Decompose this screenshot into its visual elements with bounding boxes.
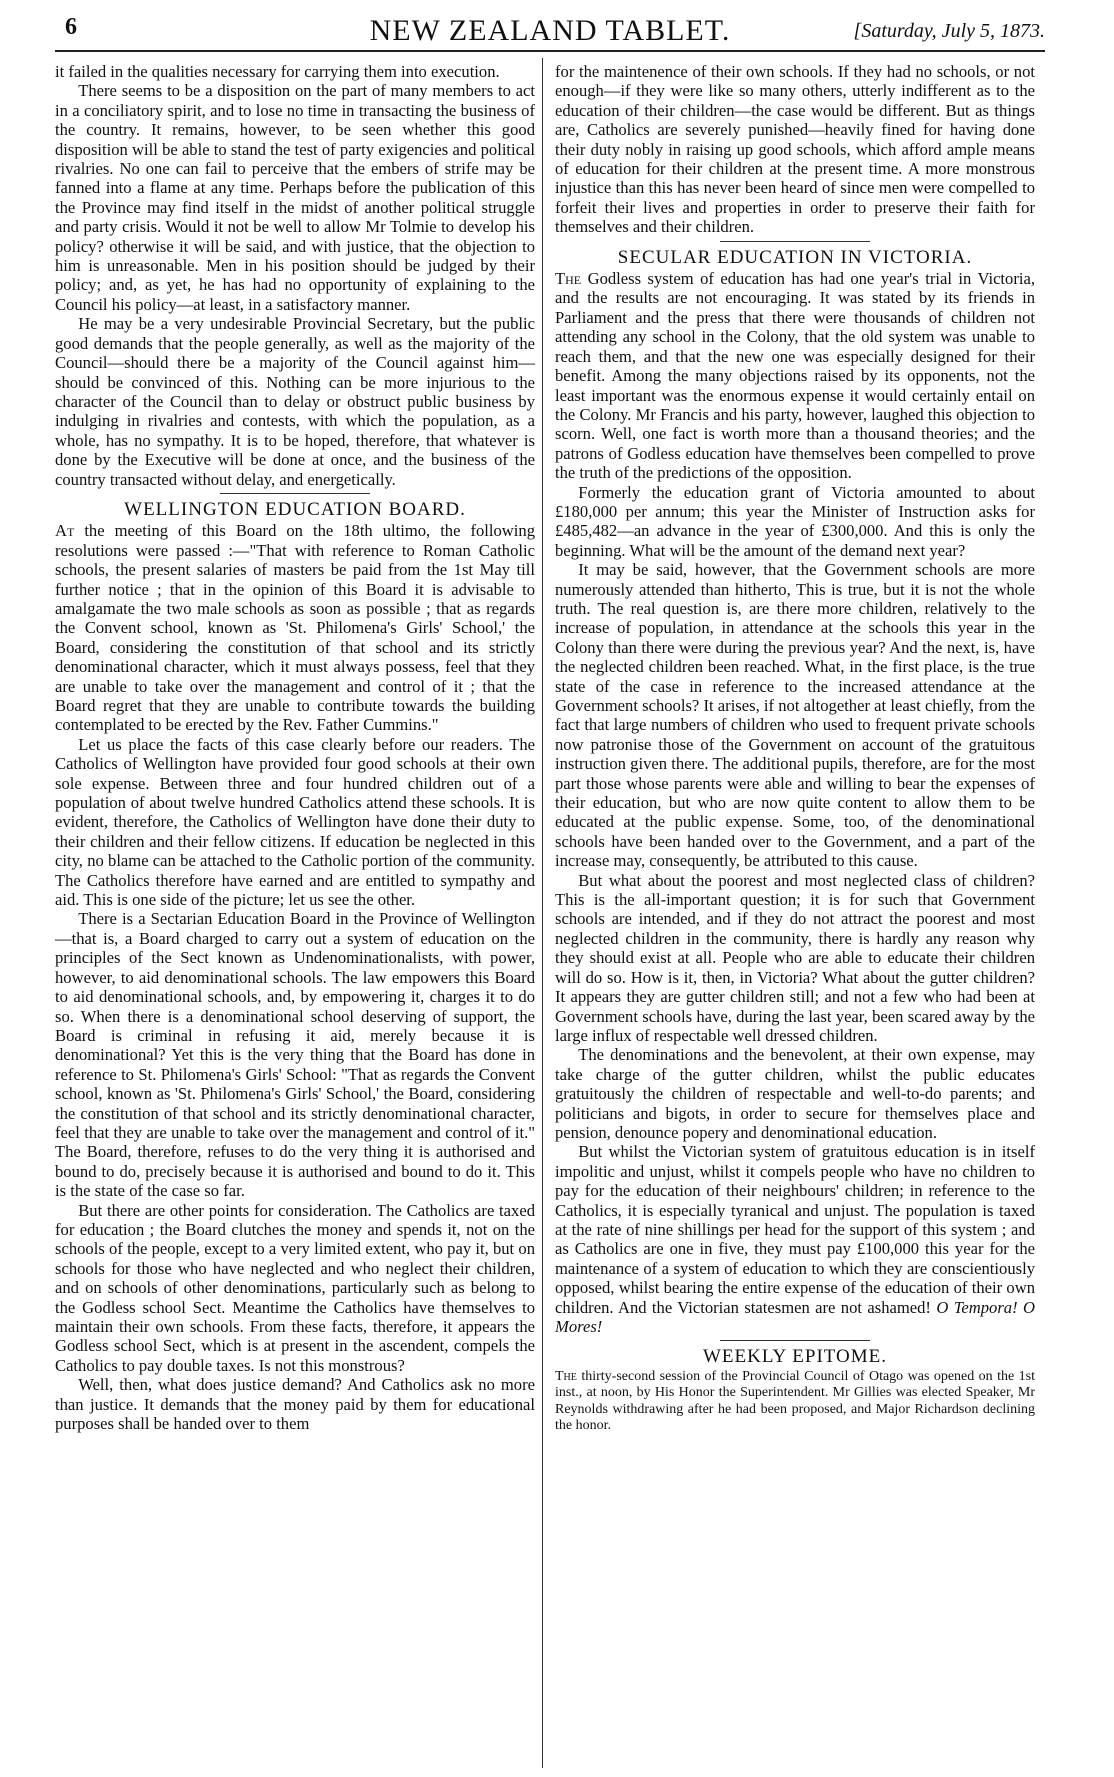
paragraph-text: But whilst the Victorian system of gratuitous education is in itself impolitic and unjust, whilst it compels people who have no children to pay for the education of their neighbours' children; in reference to the Catholics, it is especially tyranical and unjust. The population is taxed at the rate of nine shillings per head for the support of this system ; and as Catholics are one in five, they must pay £100,000 this year for the maintenance of a system of education to which they are conscientiously opposed, whilst bearing the entire expense of the education of their own children. And the Victorian statesmen are not ashamed! [555,1142,1035,1317]
section-rule [720,241,870,242]
section-heading: WELLINGTON EDUCATION BOARD. [124,498,466,520]
paragraph [555,269,1035,482]
paragraph: Formerly the education grant of Victoria amounted to about £180,000 per annum; this year the Minister of Instruction asks for £485,482—an advance in the year of £300,000. And this is only the beginning. What will be the amount of the demand next year? [555,482,1035,560]
left-column [55,62,535,1433]
drop-word: At [55,521,75,541]
page-number: 6 [65,14,77,40]
drop-word: The [555,269,582,289]
paragraph: Let us place the facts of this case clearly before our readers. The Catholics of Wellington have provided four good schools at their own sole expense. Between three and four hundred children out of a population of about twelve hundred Catholics attend these schools. It is evident, therefore, the Catholics of Wellington have done their duty to their children and their fellow citizens. If education be neglected in this city, no blame can be attached to the Catholic portion of the community. The Catholics therefore have earned and are entitled to sympathy and aid. This is one side of the picture; let us see the other. [55,734,535,910]
section-rule [720,1340,870,1341]
column-divider [542,58,543,1768]
paragraph-text: Godless system of education has had one year's trial in Victoria, and the results are not encouraging. It was stated by its friends in Parliament and the press that there were thousands of children not attending any school in the Colony, that the old system was unable to reach them, and that the new one was especially designed for their benefit. Among the many objections raised by its opponents, not the least important was the enormous expense it would certainly entail on the Colony. Mr Francis and his party, however, laughed this objection to scorn. Well, one fact is worth more than a thousand theories; and the patrons of Godless education have themselves been compelled to prove the truth of the predictions of the opposition. [555,269,1035,483]
paragraph [555,1369,1035,1435]
paragraph [555,1142,1035,1336]
paragraph-text: the meeting of this Board on the 18th ultimo, the following resolutions were passed :—"That with reference to Roman Catholic schools, the present salaries of masters be paid from the 1st May till further notice ; that in the opinion of this Board it is advisable to amalgamate the two male schools as soon as possible ; that as regards the Convent school, known as 'St. Philomena's Girls' School,' the Board, considering the constitution of that school and its strictly denominational character, which it must always possess, feel that they are unable to take over the management and control of it ; that the Board regret that they are unable to contribute towards the building contemplated to be erected by the Rev. Father Cummins." [55,521,535,735]
paragraph: it failed in the qualities necessary for carrying them into execution. [55,62,500,81]
paragraph: for the maintenence of their own schools. If they had no schools, or not enough—if they were like so many others, utterly indifferent as to the education of their children—the case would be different. But as things are, Catholics are severely punished—heavily fined for having done their duty nobly in raising up good schools, which afford ample means of education for their children at the present time. A more monstrous injustice than this has never been heard of since men were compelled to forfeit their lives and properties in order to preserve their faith for themselves and their children. [555,62,1035,237]
masthead-title: NEW ZEALAND TABLET. [369,14,731,47]
paragraph: But there are other points for consideration. The Catholics are taxed for education ; the Board clutches the money and spends it, not on the schools of the people, except to a very limited extent, who pay it, but on schools for those who have neglected and who neglect their children, and on schools of other denominations, particularly such as belong to the Godless school Sect. Meantime the Catholics have themselves to maintain their own schools. From these facts, therefore, it appears the Godless school Sect, which is at present in the ascendent, compels the Catholics to pay double taxes. Is not this monstrous? [55,1200,535,1375]
drop-word: The [555,1368,577,1384]
paragraph: He may be a very undesirable Provincial Secretary, but the public good demands that the people generally, as well as the majority of the Council—should there be a majority of the Council against him—should be convinced of this. Nothing can be more injurious to the character of the Council than to delay or obstruct public business by indulging in rivalries and contests, with which the population, as a whole, has no sympathy. It is to be hoped, therefore, that whatever is done by the Executive will be done at once, and the business of the country transacted without delay, and energetically. [55,314,535,489]
issue-date: [Saturday, July 5, 1873. [853,20,1045,42]
paragraph-text: thirty-second session of the Provincial Council of Otago was opened on the 1st inst., at noon, by His Honor the Superintendent. Mr Gillies was elected Speaker, Mr Reynolds withdrawing after he had been proposed, and Major Richardson declining the honor. [555,1368,1035,1434]
paragraph: There seems to be a disposition on the part of many members to act in a conciliatory spirit, and to lose no time in transacting the business of the country. It remains, however, to be seen whether this good disposition will be able to stand the test of party exigencies and political rivalries. No one can fail to perceive that the embers of strife may be fanned into a flame at any time. Perhaps before the publication of this the Province may find itself in the midst of another political struggle and party crisis. Would it not be well to allow Mr Tolmie to develop his policy? otherwise it will be said, and with justice, that the objection to him is unreasonable. Men in his position should be judged by their policy; and, as yet, he has had no opportunity of explaining to the Council his policy—at least, in a satisfactory manner. [55,81,535,314]
paragraph: The denominations and the benevolent, at their own expense, may take charge of the gutter children, whilst the public educates gratuitously the children of respectable and well-to-do parents; and politicians and bigots, in order to secure for themselves place and pension, denounce popery and denominational education. [555,1045,1035,1142]
paragraph: Well, then, what does justice demand? And Catholics ask no more than justice. It demands that the money paid by them for educational purposes shall be handed over to them [55,1375,535,1434]
section-rule [220,493,370,494]
paragraph: But what about the poorest and most neglected class of children? This is the all-important question; it is for such that Government schools are intended, and if they do not attract the poorest and most neglected children in the community, there is hardly any reason why they should exist at all. People who are able to educate their children will do so. How is it, then, in Victoria? What about the gutter children? It appears they are gutter children still; and not a few who had been at Government schools have, during the last year, been scared away by the large influx of respectable well dressed children. [555,870,1035,1045]
latin-phrase: O Tempora! [936,1297,1018,1317]
latin-phrase: O Mores! [555,1297,1036,1336]
paragraph: It may be said, however, that the Government schools are more numerously attended than hitherto, This is true, but it is not the whole truth. The real question is, are there more children, relatively to the increase of population, in attendance at the schools this year in the Colony than there were during the previous year? And the next, is, have the neglected children been reached. What, in the first place, is the true state of the case in reference to the increased attendance at the Government schools? It arises, if not altogether at least chiefly, from the fact that large numbers of children who used to frequent private schools now patronise those of the Government on account of the gratuitous instruction given there. The additional pupils, therefore, are for the most part those whose parents were able and willing to bear the expenses of their education, but who are now quite content to allow them to be educated at the public expense. Some, too, of the denominational schools have been handed over to the Government, and a part of the increase may, consequently, be attributed to this cause. [555,560,1035,871]
right-column [555,62,1035,1434]
header-rule [55,50,1045,52]
page-header [55,12,1045,46]
paragraph [55,521,535,734]
section-heading: SECULAR EDUCATION IN VICTORIA. [617,246,973,268]
section-heading: WEEKLY EPITOME. [702,1346,888,1368]
paragraph: There is a Sectarian Education Board in the Province of Wellington—that is, a Board charged to carry out a system of education on the principles of the Sect known as Undenominationalists, with power, however, to aid denominational schools. The law empowers this Board to aid denominational schools, and, by empowering it, charges it to do so. When there is a denominational school deserving of support, the Board is criminal in refusing it aid, merely because it is denominational? Yet this is the very thing that the Board has done in reference to St. Philomena's Girls' School: "That as regards the Convent school, known as 'St. Philomena's Girls' School,' the Board, considering the constitution of that school and its strictly denominational character, feel that they are unable to take over the management and control of it." The Board, therefore, refuses to do the very thing it is authorised and bound to do, precisely because it is authorised and bound to do it. This is the state of the case so far. [55,909,535,1201]
